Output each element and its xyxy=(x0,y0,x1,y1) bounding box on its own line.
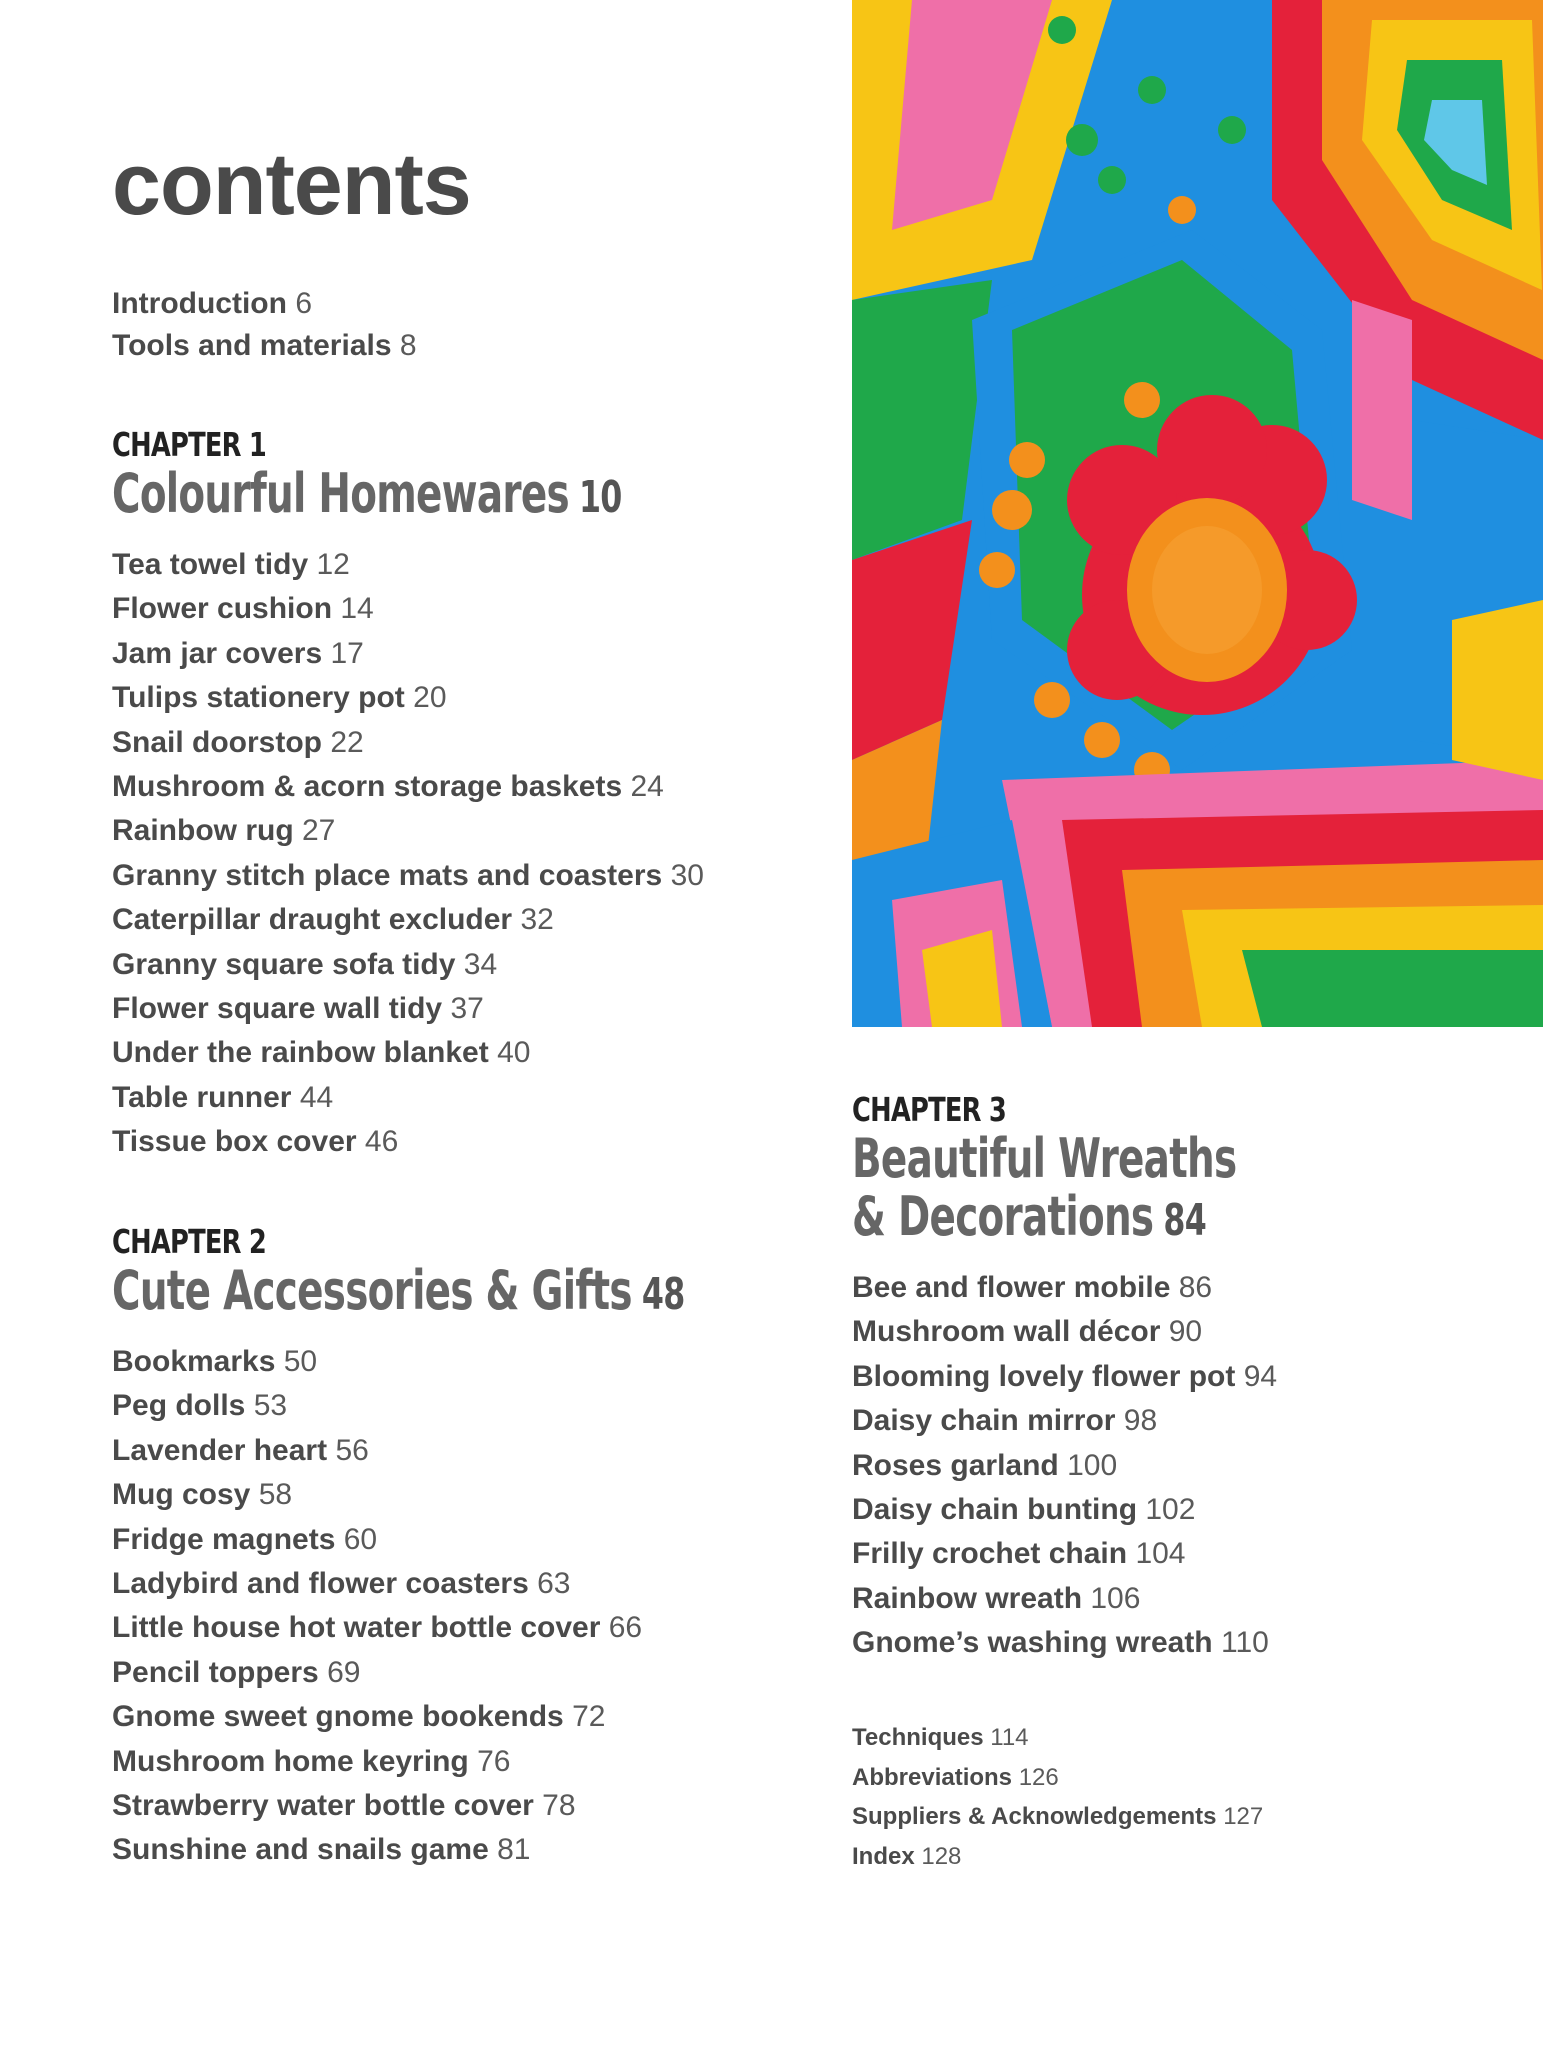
chapter-1-header xyxy=(112,425,820,527)
toc-entry-title: Little house hot water bottle cover xyxy=(112,1611,601,1645)
toc-entry-page: 34 xyxy=(463,947,498,981)
toc-entry-page: 6 xyxy=(295,287,312,320)
toc-entry-page: 27 xyxy=(302,814,336,848)
toc-entry-page: 114 xyxy=(990,1724,1029,1751)
toc-entry-page: 106 xyxy=(1090,1581,1141,1615)
toc-entry-title: Granny square sofa tidy xyxy=(112,947,456,981)
chapter-page: 10 xyxy=(578,472,622,523)
toc-entry-title: Fridge magnets xyxy=(112,1522,336,1556)
toc-entry-page: 24 xyxy=(630,770,664,804)
toc-entry-title: Strawberry water bottle cover xyxy=(112,1789,534,1823)
crochet-blanket-illustration xyxy=(852,0,1543,1027)
chapter-label: CHAPTER 2 xyxy=(112,1222,267,1261)
chapter-title[interactable] xyxy=(112,462,622,527)
toc-entry-page: 104 xyxy=(1135,1537,1186,1571)
toc-entry-title: Lavender heart xyxy=(112,1433,328,1467)
chapter-3-section xyxy=(852,1090,1386,1666)
toc-entry-page: 110 xyxy=(1220,1626,1269,1660)
toc-entry-title: Flower cushion xyxy=(112,592,333,626)
chapter-title-line-2: & Decorations xyxy=(852,1185,1154,1248)
toc-entry[interactable] xyxy=(852,1621,1386,1665)
toc-entry[interactable] xyxy=(112,587,820,631)
toc-entry-title: Techniques xyxy=(852,1724,984,1751)
toc-entry[interactable] xyxy=(112,854,820,898)
crochet-blanket-photo xyxy=(852,0,1543,1027)
toc-entry[interactable] xyxy=(852,1758,1263,1798)
toc-entry[interactable] xyxy=(852,1577,1386,1621)
toc-entry-page: 20 xyxy=(413,681,447,715)
chapter-label: CHAPTER 1 xyxy=(112,425,267,464)
toc-entry-page: 14 xyxy=(340,592,374,626)
toc-entry-title: Rainbow rug xyxy=(112,814,294,848)
toc-entry-page: 86 xyxy=(1178,1271,1213,1304)
toc-entry[interactable] xyxy=(112,1651,907,1695)
toc-entry-page: 30 xyxy=(670,858,704,892)
back-matter-list xyxy=(852,1718,1263,1876)
toc-entry[interactable] xyxy=(112,898,820,942)
toc-entry-title: Pencil toppers xyxy=(112,1655,319,1689)
toc-entry-page: 53 xyxy=(253,1389,288,1423)
toc-entry-page: 128 xyxy=(921,1842,962,1870)
toc-entry[interactable] xyxy=(852,1797,1263,1837)
chapter-title-text: Cute Accessories & Gifts xyxy=(112,1259,632,1322)
toc-entry-page: 127 xyxy=(1223,1803,1264,1830)
toc-entry-title: Ladybird and flower coasters xyxy=(112,1567,529,1601)
chapter-2-header xyxy=(112,1222,907,1324)
toc-entry-page: 44 xyxy=(299,1080,334,1114)
toc-entry-title: Gnome’s washing wreath xyxy=(852,1626,1213,1660)
toc-entry-page: 58 xyxy=(258,1478,293,1512)
toc-entry[interactable] xyxy=(112,721,820,765)
chapter-1-list xyxy=(112,543,820,1165)
toc-entry-title: Blooming lovely flower pot xyxy=(852,1359,1236,1393)
toc-entry[interactable] xyxy=(852,1488,1386,1532)
toc-entry[interactable] xyxy=(112,809,820,853)
toc-entry[interactable] xyxy=(852,1266,1386,1310)
toc-entry[interactable] xyxy=(852,1444,1386,1488)
toc-entry[interactable] xyxy=(112,283,417,325)
toc-entry-page: 81 xyxy=(497,1833,531,1867)
toc-entry-page: 126 xyxy=(1018,1763,1059,1791)
toc-entry-title: Tulips stationery pot xyxy=(112,681,405,715)
toc-entry-page: 50 xyxy=(283,1345,318,1378)
toc-entry-page: 60 xyxy=(343,1522,378,1556)
toc-entry-title: Frilly crochet chain xyxy=(852,1537,1128,1571)
toc-entry-page: 90 xyxy=(1168,1315,1203,1349)
page-title: contents xyxy=(112,134,471,233)
toc-entry-title: Introduction xyxy=(112,287,287,320)
toc-entry-title: Jam jar covers xyxy=(112,636,323,670)
toc-entry-page: 78 xyxy=(542,1789,576,1823)
toc-entry-page: 12 xyxy=(316,548,350,581)
toc-entry[interactable] xyxy=(112,632,820,676)
toc-entry[interactable] xyxy=(852,1310,1386,1354)
chapter-1-section xyxy=(112,425,820,1165)
toc-entry-page: 32 xyxy=(520,903,554,937)
toc-entry-page: 69 xyxy=(327,1655,361,1689)
toc-entry[interactable] xyxy=(112,987,820,1031)
toc-entry-title: Mushroom wall décor xyxy=(852,1315,1161,1349)
toc-entry-title: Daisy chain bunting xyxy=(852,1493,1138,1527)
chapter-3-header xyxy=(852,1090,1386,1250)
chapter-label: CHAPTER 3 xyxy=(852,1090,1007,1129)
toc-entry[interactable] xyxy=(112,1429,907,1473)
toc-entry[interactable] xyxy=(112,1473,907,1517)
toc-entry-title: Peg dolls xyxy=(112,1389,246,1423)
intro-list xyxy=(112,283,417,367)
toc-entry[interactable] xyxy=(112,1695,907,1739)
toc-entry-title: Abbreviations xyxy=(852,1763,1013,1791)
toc-entry-page: 102 xyxy=(1145,1493,1196,1527)
chapter-2-list xyxy=(112,1340,907,1873)
toc-entry-title: Rainbow wreath xyxy=(852,1581,1083,1615)
chapter-3-list xyxy=(852,1266,1386,1666)
toc-entry[interactable] xyxy=(852,1837,1263,1877)
toc-entry[interactable] xyxy=(112,1031,820,1075)
toc-entry-title: Suppliers & Acknowledgements xyxy=(852,1803,1217,1830)
toc-entry[interactable] xyxy=(112,1076,820,1120)
toc-entry[interactable] xyxy=(852,1355,1386,1399)
toc-entry-page: 37 xyxy=(450,992,484,1026)
toc-entry[interactable] xyxy=(112,1562,907,1606)
toc-entry-page: 94 xyxy=(1243,1359,1278,1393)
chapter-title[interactable] xyxy=(112,1259,685,1324)
toc-entry-page: 56 xyxy=(335,1433,369,1467)
toc-entry-title: Snail doorstop xyxy=(112,725,322,759)
chapter-page: 84 xyxy=(1163,1195,1207,1246)
toc-entry-page: 66 xyxy=(608,1611,643,1645)
toc-entry-title: Tissue box cover xyxy=(112,1125,357,1159)
toc-entry[interactable] xyxy=(112,1740,907,1784)
toc-entry[interactable] xyxy=(112,765,820,809)
toc-entry-title: Daisy chain mirror xyxy=(852,1404,1116,1438)
toc-entry-page: 17 xyxy=(330,636,364,670)
chapter-title[interactable] xyxy=(852,1127,1237,1250)
toc-entry-title: Index xyxy=(852,1842,915,1870)
toc-entry[interactable] xyxy=(112,543,820,587)
toc-entry-page: 8 xyxy=(399,329,417,362)
toc-entry-page: 22 xyxy=(330,725,364,759)
chapter-page: 48 xyxy=(641,1269,685,1320)
toc-entry[interactable] xyxy=(112,1120,820,1164)
toc-entry[interactable] xyxy=(112,1784,907,1828)
toc-entry-title: Granny stitch place mats and coasters xyxy=(112,858,663,892)
toc-entry-page: 46 xyxy=(364,1125,399,1159)
toc-entry-title: Caterpillar draught excluder xyxy=(112,903,513,937)
toc-entry[interactable] xyxy=(112,1518,907,1562)
toc-entry-page: 100 xyxy=(1067,1448,1118,1482)
toc-entry-title: Tools and materials xyxy=(112,329,392,362)
toc-entry-title: Tea towel tidy xyxy=(112,548,309,581)
toc-entry-page: 63 xyxy=(537,1567,571,1601)
toc-entry[interactable] xyxy=(112,1340,907,1384)
toc-entry-title: Mushroom home keyring xyxy=(112,1744,469,1778)
toc-entry-page: 72 xyxy=(572,1700,606,1734)
toc-entry-page: 40 xyxy=(497,1036,531,1070)
toc-entry-title: Roses garland xyxy=(852,1448,1059,1482)
toc-entry[interactable] xyxy=(852,1399,1386,1443)
toc-entry[interactable] xyxy=(852,1532,1386,1576)
toc-entry[interactable] xyxy=(112,1606,907,1650)
toc-entry[interactable] xyxy=(112,1384,907,1428)
toc-entry[interactable] xyxy=(112,325,417,367)
chapter-2-section xyxy=(112,1222,907,1873)
toc-entry[interactable] xyxy=(852,1718,1263,1758)
toc-entry-title: Gnome sweet gnome bookends xyxy=(112,1700,564,1734)
toc-entry-title: Under the rainbow blanket xyxy=(112,1036,489,1070)
toc-entry-title: Flower square wall tidy xyxy=(112,992,443,1026)
chapter-title-line-1: Beautiful Wreaths xyxy=(852,1127,1237,1190)
toc-entry-title: Bookmarks xyxy=(112,1345,276,1378)
toc-entry[interactable] xyxy=(112,1828,907,1872)
toc-entry-title: Mug cosy xyxy=(112,1478,251,1512)
toc-entry-title: Table runner xyxy=(112,1080,292,1114)
toc-entry-title: Sunshine and snails game xyxy=(112,1833,489,1867)
toc-entry-page: 76 xyxy=(477,1744,511,1778)
toc-entry-page: 98 xyxy=(1123,1404,1158,1438)
toc-entry[interactable] xyxy=(112,676,820,720)
toc-entry-title: Bee and flower mobile xyxy=(852,1271,1171,1304)
toc-entry-title: Mushroom & acorn storage baskets xyxy=(112,770,623,804)
chapter-title-text: Colourful Homewares xyxy=(112,462,569,525)
toc-entry[interactable] xyxy=(112,943,820,987)
